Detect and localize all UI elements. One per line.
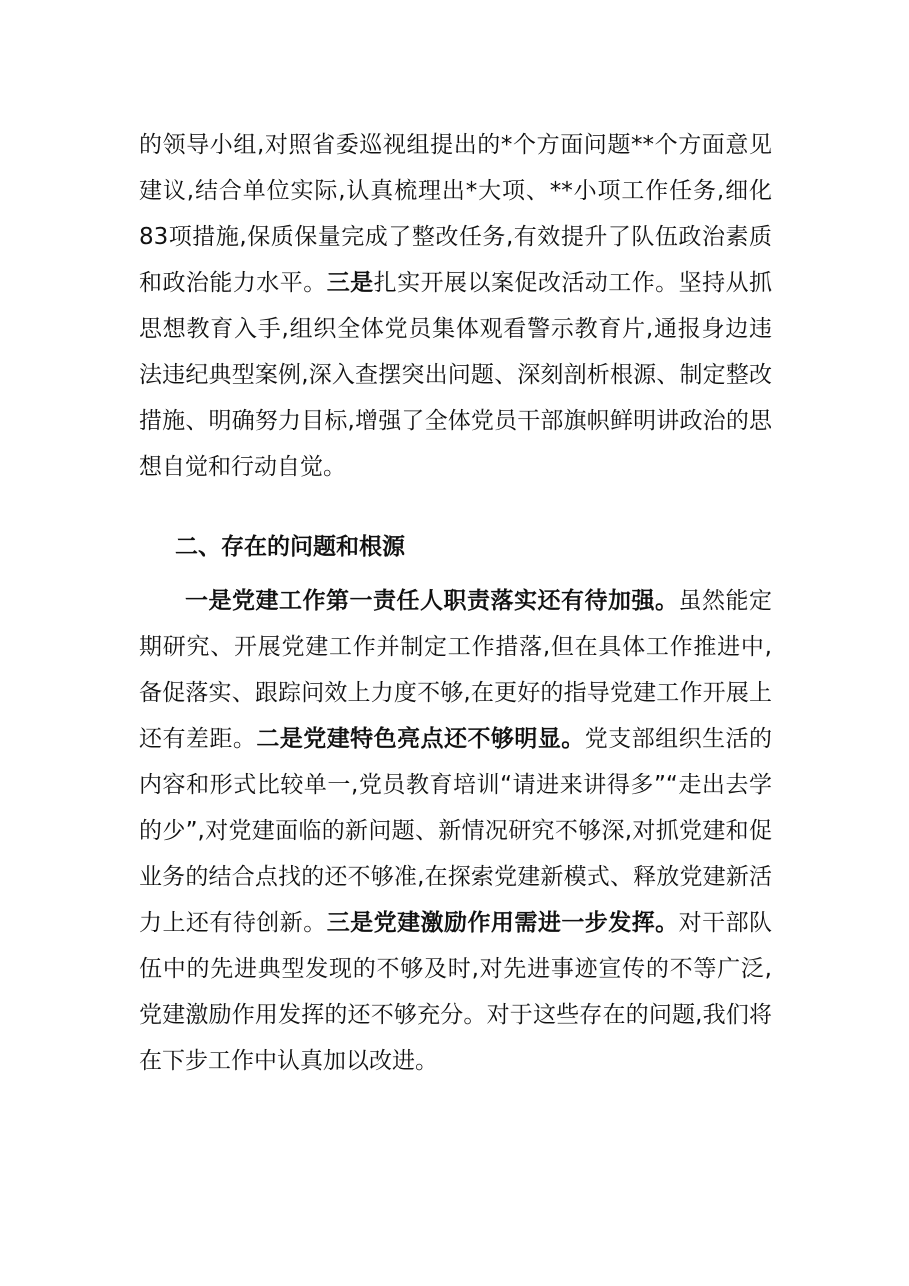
paragraph-rectification-results — [139, 122, 772, 490]
point-text: 虽然能定期研究、开展党建工作并制定工作措落,但在具体工作推进中,备促落实、跟踪问效上力度不够,在更好的指导党建工作开展上还有差距。 — [139, 588, 772, 752]
document-body — [139, 122, 772, 1084]
point-title: 二是党建特色亮点还不够明显。 — [256, 726, 585, 752]
point-text: 党支部组织生活的内容和形式比较单一,党员教育培训“请进来讲得多”“走出去学的少”,对党建面临的新问题、新情况研究不够深,对抓党建和促业务的结合点找的还不够准,在探索党建新模式、释放党建新活力上还有待创新。 — [139, 726, 773, 936]
paragraph-spacer — [139, 490, 772, 504]
paragraph-text: 扎实开展以案促改活动工作。坚持从抓思想教育入手,组织全体党员集体观看警示教育片,通报身边违法违纪典型案例,深入查摆突出问题、深刻剖析根源、制定整改措施、明确努力目标,增强了全体党员干部旗帜鲜明讲政治的思想自觉和行动自觉。 — [139, 270, 773, 480]
point-title: 三是党建激励作用需进一步发挥。 — [326, 910, 679, 936]
point-text: 对干部队伍中的先进典型发现的不够及时,对先进事迹宣传的不等广泛,党建激励作用发挥的还不够充分。对于这些存在的问题,我们将在下步工作中认真加以改进。 — [139, 910, 773, 1074]
point-title: 一是党建工作第一责任人职责落实还有待加强。 — [185, 588, 679, 614]
point-marker: 三是 — [326, 270, 374, 296]
paragraph-problems — [139, 578, 772, 1084]
paragraph-text: 的领导小组,对照省委巡视组提出的*个方面问题**个方面意见建议,结合单位实际,认真梳理出*大项、**小项工作任务,细化83项措施,保质保量完成了整改任务,有效提升了队伍政治素质和政治能力水平。 — [139, 132, 772, 296]
section-heading: 二、存在的问题和根源 — [175, 534, 405, 560]
